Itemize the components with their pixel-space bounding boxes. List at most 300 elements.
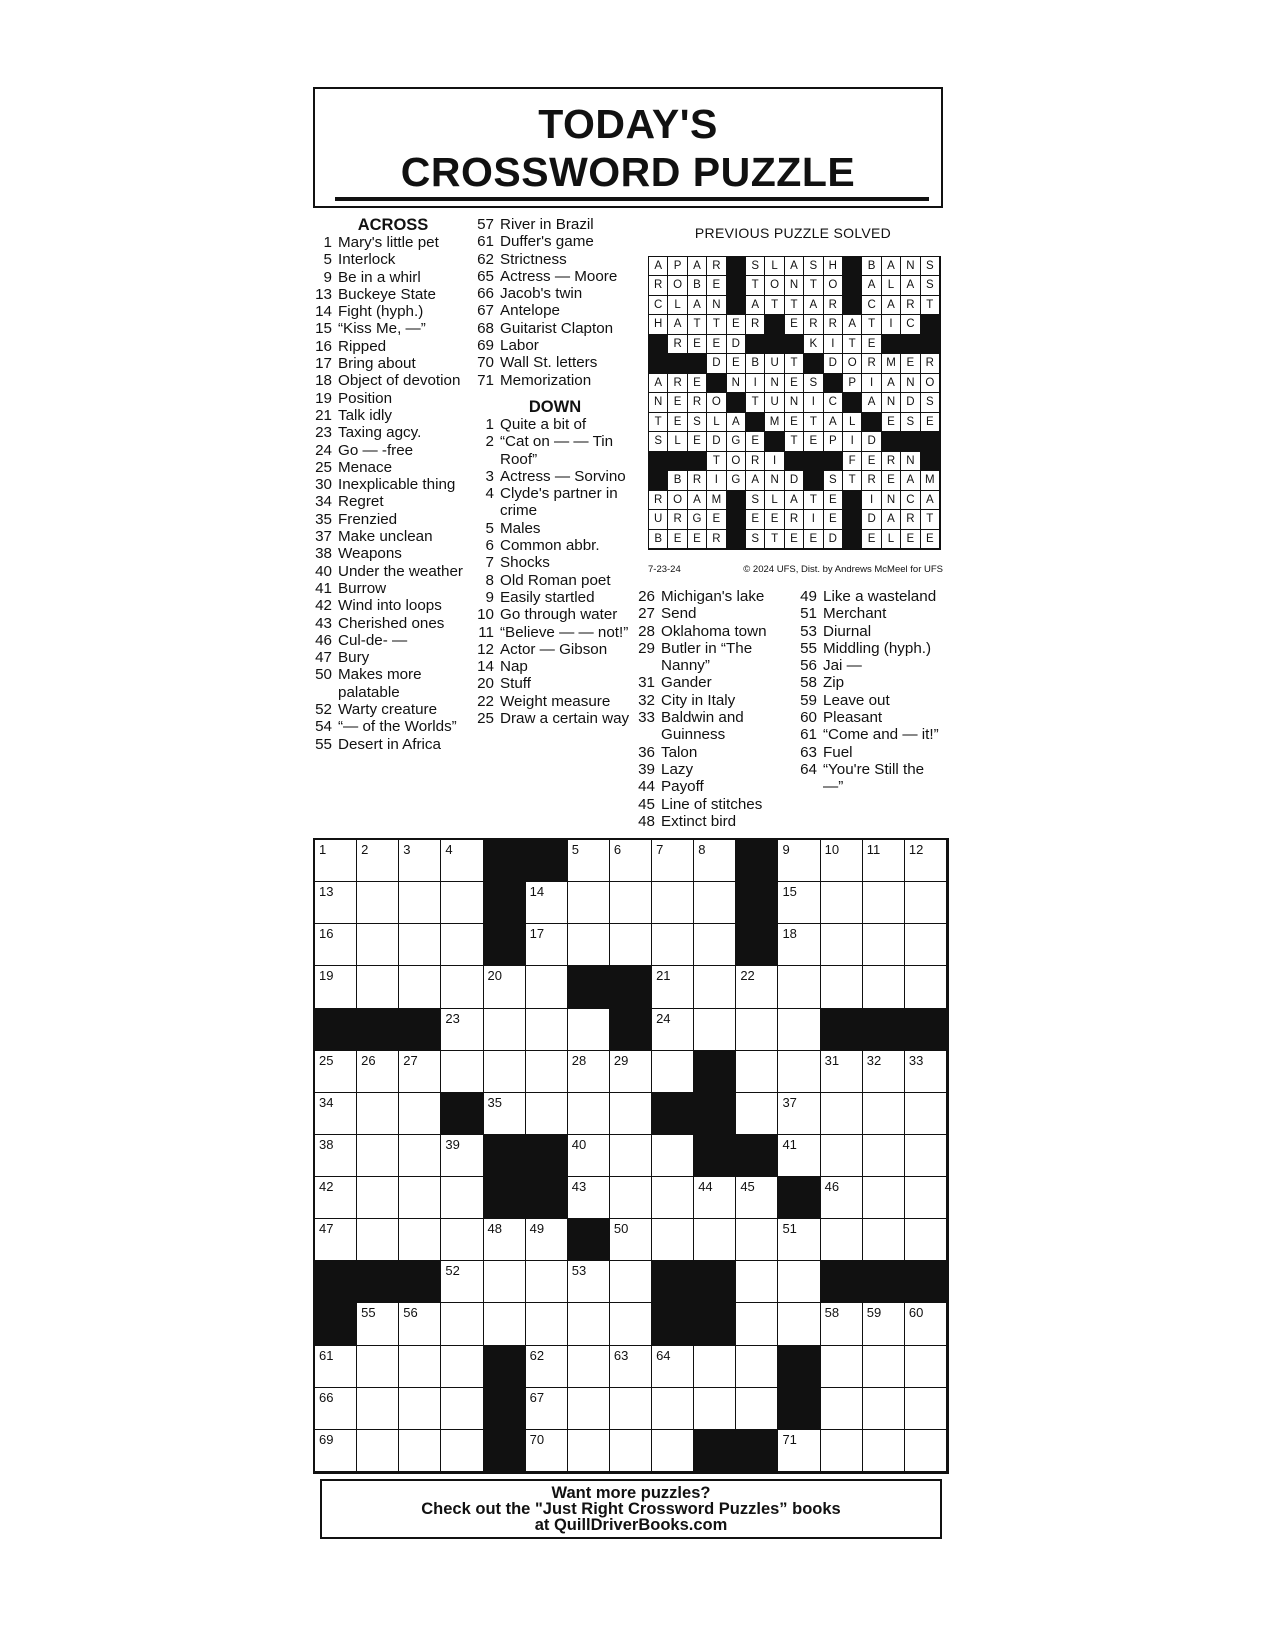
grid-cell[interactable] <box>315 840 357 882</box>
grid-cell[interactable] <box>778 1093 820 1135</box>
across-clue[interactable] <box>313 528 473 545</box>
grid-cell[interactable] <box>778 1051 820 1093</box>
grid-cell[interactable] <box>568 1177 610 1219</box>
grid-cell[interactable] <box>357 1346 399 1388</box>
answer-cell: E <box>688 335 707 354</box>
grid-cell[interactable] <box>652 924 694 966</box>
answer-cell: T <box>765 296 784 315</box>
down-clue[interactable] <box>798 709 948 726</box>
grid-cell[interactable] <box>610 1177 652 1219</box>
grid-cell[interactable] <box>441 1219 483 1261</box>
answer-cell: N <box>901 257 920 276</box>
down-clue[interactable] <box>798 761 948 796</box>
grid-cell[interactable] <box>357 840 399 882</box>
grid-cell[interactable] <box>694 1009 736 1051</box>
grid-cell[interactable] <box>399 1219 441 1261</box>
grid-cell[interactable] <box>694 1388 736 1430</box>
grid-cell[interactable] <box>610 1051 652 1093</box>
answer-cell: N <box>785 276 804 295</box>
grid-cell[interactable] <box>568 1261 610 1303</box>
across-clue[interactable] <box>313 580 473 597</box>
grid-cell[interactable] <box>526 882 568 924</box>
across-clue[interactable] <box>475 337 635 354</box>
grid-cell[interactable] <box>863 1430 905 1472</box>
across-clue[interactable] <box>313 511 473 528</box>
grid-cell[interactable] <box>357 1219 399 1261</box>
grid-cell[interactable] <box>357 1388 399 1430</box>
grid-cell[interactable] <box>526 1009 568 1051</box>
grid-cell[interactable] <box>652 966 694 1008</box>
down-clue[interactable] <box>636 709 796 744</box>
answer-cell: R <box>688 471 707 490</box>
grid-cell[interactable] <box>441 1177 483 1219</box>
clue-column-1 <box>313 216 473 753</box>
down-clue[interactable] <box>475 606 635 623</box>
grid-cell[interactable] <box>441 1051 483 1093</box>
across-clue[interactable] <box>313 407 473 424</box>
grid-cell[interactable] <box>652 1135 694 1177</box>
answer-cell: T <box>785 354 804 373</box>
grid-cell[interactable] <box>441 1303 483 1345</box>
clue-number: 62 <box>477 250 494 268</box>
grid-cell[interactable] <box>441 882 483 924</box>
grid-cell[interactable] <box>568 1135 610 1177</box>
down-clue[interactable] <box>636 761 796 778</box>
grid-cell[interactable] <box>526 1346 568 1388</box>
grid-cell[interactable] <box>399 1093 441 1135</box>
black-square <box>649 354 668 373</box>
across-clue[interactable] <box>313 666 473 701</box>
grid-cell[interactable] <box>484 1051 526 1093</box>
grid-cell[interactable] <box>568 1303 610 1345</box>
grid-cell[interactable] <box>315 882 357 924</box>
grid-cell[interactable] <box>526 1430 568 1472</box>
grid-cell[interactable] <box>357 1135 399 1177</box>
grid-cell[interactable] <box>315 1430 357 1472</box>
across-clue[interactable] <box>313 286 473 303</box>
across-clue[interactable] <box>475 302 635 319</box>
grid-cell[interactable] <box>610 1261 652 1303</box>
down-clue[interactable] <box>475 468 635 485</box>
grid-cell[interactable] <box>778 966 820 1008</box>
grid-cell[interactable] <box>863 1093 905 1135</box>
down-clue[interactable] <box>636 692 796 709</box>
grid-cell[interactable] <box>357 1177 399 1219</box>
grid-cell[interactable] <box>315 1135 357 1177</box>
grid-cell[interactable] <box>736 1303 778 1345</box>
clue-text: Quite a bit of <box>500 415 587 433</box>
grid-cell[interactable] <box>863 1303 905 1345</box>
grid-cell[interactable] <box>484 1261 526 1303</box>
down-clue[interactable] <box>798 623 948 640</box>
down-clue[interactable] <box>475 710 635 727</box>
answer-cell: T <box>785 296 804 315</box>
grid-cell[interactable] <box>863 1177 905 1219</box>
grid-cell[interactable] <box>778 924 820 966</box>
grid-cell[interactable] <box>315 1388 357 1430</box>
down-clue[interactable] <box>475 537 635 554</box>
across-clue[interactable] <box>313 563 473 580</box>
across-clue[interactable] <box>475 251 635 268</box>
down-clue[interactable] <box>475 520 635 537</box>
grid-cell[interactable] <box>610 882 652 924</box>
grid-cell[interactable] <box>526 1219 568 1261</box>
grid-cell[interactable] <box>610 1219 652 1261</box>
down-clue[interactable] <box>475 572 635 589</box>
grid-cell[interactable] <box>568 840 610 882</box>
down-clue[interactable] <box>475 624 635 641</box>
across-clue[interactable] <box>475 354 635 371</box>
grid-cell[interactable] <box>652 1388 694 1430</box>
answer-cell: O <box>727 452 746 471</box>
grid-cell[interactable] <box>399 1346 441 1388</box>
across-clue[interactable] <box>475 233 635 250</box>
across-clue[interactable] <box>313 736 473 753</box>
down-clue[interactable] <box>798 744 948 761</box>
grid-cell[interactable] <box>821 1093 863 1135</box>
grid-cell[interactable] <box>863 1135 905 1177</box>
across-clue[interactable] <box>313 597 473 614</box>
grid-cell[interactable] <box>357 882 399 924</box>
grid-cell[interactable] <box>526 1051 568 1093</box>
grid-cell[interactable] <box>568 1051 610 1093</box>
grid-cell[interactable] <box>778 1009 820 1051</box>
grid-cell[interactable] <box>441 1388 483 1430</box>
across-clue[interactable] <box>313 649 473 666</box>
down-clue[interactable] <box>475 658 635 675</box>
grid-cell[interactable] <box>568 924 610 966</box>
across-clue[interactable] <box>313 338 473 355</box>
grid-cell[interactable] <box>315 1177 357 1219</box>
grid-cell[interactable] <box>315 1219 357 1261</box>
cell-number: 11 <box>866 842 881 857</box>
grid-cell[interactable] <box>694 1346 736 1388</box>
grid-cell[interactable] <box>736 966 778 1008</box>
grid-cell[interactable] <box>441 1261 483 1303</box>
down-clue[interactable] <box>636 796 796 813</box>
grid-cell[interactable] <box>399 1388 441 1430</box>
grid-cell[interactable] <box>315 1093 357 1135</box>
grid-cell[interactable] <box>905 1430 947 1472</box>
grid-cell[interactable] <box>610 924 652 966</box>
answer-cell: F <box>843 452 862 471</box>
grid-cell[interactable] <box>736 1009 778 1051</box>
down-clue[interactable] <box>475 641 635 658</box>
grid-cell[interactable] <box>399 1430 441 1472</box>
grid-cell[interactable] <box>821 1388 863 1430</box>
black-square <box>484 1177 526 1219</box>
grid-cell[interactable] <box>441 924 483 966</box>
title-banner <box>313 87 943 208</box>
grid-cell[interactable] <box>610 1303 652 1345</box>
grid-cell[interactable] <box>694 1177 736 1219</box>
grid-cell[interactable] <box>694 882 736 924</box>
clue-text: Make unclean <box>338 528 433 546</box>
across-clue[interactable] <box>313 251 473 268</box>
across-clue[interactable] <box>475 320 635 337</box>
grid-cell[interactable] <box>821 966 863 1008</box>
grid-cell[interactable] <box>652 1346 694 1388</box>
grid-cell[interactable] <box>905 924 947 966</box>
down-clue[interactable] <box>798 674 948 691</box>
grid-cell[interactable] <box>526 1388 568 1430</box>
grid-cell[interactable] <box>863 1388 905 1430</box>
cell-number: 52 <box>445 1263 460 1279</box>
grid-cell[interactable] <box>357 924 399 966</box>
grid-cell[interactable] <box>905 1093 947 1135</box>
clue-number: 10 <box>477 606 494 624</box>
grid-cell[interactable] <box>441 1430 483 1472</box>
grid-cell[interactable] <box>610 1430 652 1472</box>
black-square <box>694 1051 736 1093</box>
across-clue[interactable] <box>313 303 473 320</box>
grid-cell[interactable] <box>863 840 905 882</box>
across-clue[interactable] <box>313 234 473 251</box>
grid-cell[interactable] <box>399 1303 441 1345</box>
grid-cell[interactable] <box>778 840 820 882</box>
across-clue[interactable] <box>313 718 473 735</box>
grid-cell[interactable] <box>315 1346 357 1388</box>
down-clue[interactable] <box>798 726 948 743</box>
down-clue[interactable] <box>636 744 796 761</box>
down-clue[interactable] <box>636 623 796 640</box>
down-clue[interactable] <box>636 813 796 830</box>
grid-cell[interactable] <box>399 966 441 1008</box>
grid-cell[interactable] <box>568 1388 610 1430</box>
promo-line-1: Want more puzzles? <box>551 1484 711 1502</box>
grid-cell[interactable] <box>484 1219 526 1261</box>
down-clue[interactable] <box>636 674 796 691</box>
grid-cell[interactable] <box>399 1051 441 1093</box>
grid-cell[interactable] <box>652 1430 694 1472</box>
grid-cell[interactable] <box>736 1093 778 1135</box>
grid-cell[interactable] <box>905 966 947 1008</box>
grid-cell[interactable] <box>736 1346 778 1388</box>
grid-cell[interactable] <box>610 1388 652 1430</box>
grid-cell[interactable] <box>610 840 652 882</box>
grid-cell[interactable] <box>905 1303 947 1345</box>
cell-number: 62 <box>529 1347 545 1363</box>
grid-cell[interactable] <box>778 1430 820 1472</box>
down-clue[interactable] <box>475 693 635 710</box>
grid-cell[interactable] <box>905 1219 947 1261</box>
grid-cell[interactable] <box>821 882 863 924</box>
grid-cell[interactable] <box>399 1135 441 1177</box>
down-clue[interactable] <box>636 588 796 605</box>
grid-cell[interactable] <box>399 840 441 882</box>
grid-cell[interactable] <box>610 1135 652 1177</box>
grid-cell[interactable] <box>736 1219 778 1261</box>
across-clue[interactable] <box>313 390 473 407</box>
grid-cell[interactable] <box>526 966 568 1008</box>
grid-cell[interactable] <box>905 1135 947 1177</box>
down-clue[interactable] <box>636 605 796 622</box>
grid-cell[interactable] <box>905 1388 947 1430</box>
grid-cell[interactable] <box>821 1219 863 1261</box>
down-clue[interactable] <box>475 433 635 468</box>
black-square <box>694 1135 736 1177</box>
grid-cell[interactable] <box>736 1261 778 1303</box>
grid-cell[interactable] <box>526 1093 568 1135</box>
grid-cell[interactable] <box>315 966 357 1008</box>
grid-cell[interactable] <box>778 882 820 924</box>
grid-cell[interactable] <box>441 1009 483 1051</box>
grid-cell[interactable] <box>821 924 863 966</box>
grid-cell[interactable] <box>399 882 441 924</box>
grid-cell[interactable] <box>821 1430 863 1472</box>
across-clue[interactable] <box>313 632 473 649</box>
answer-cell: E <box>824 491 843 510</box>
grid-cell[interactable] <box>778 1219 820 1261</box>
grid-cell[interactable] <box>484 1093 526 1135</box>
grid-cell[interactable] <box>778 1303 820 1345</box>
grid-cell[interactable] <box>863 882 905 924</box>
answer-cell: D <box>824 354 843 373</box>
grid-cell[interactable] <box>652 1219 694 1261</box>
grid-cell[interactable] <box>736 1177 778 1219</box>
grid-cell[interactable] <box>315 1051 357 1093</box>
across-clue[interactable] <box>313 701 473 718</box>
grid-cell[interactable] <box>736 1051 778 1093</box>
grid-cell[interactable] <box>652 1009 694 1051</box>
grid-cell[interactable] <box>694 1219 736 1261</box>
grid-cell[interactable] <box>357 1093 399 1135</box>
grid-cell[interactable] <box>863 1346 905 1388</box>
grid-cell[interactable] <box>778 1135 820 1177</box>
grid-cell[interactable] <box>821 1346 863 1388</box>
puzzle-date: 7-23-24 <box>648 564 681 575</box>
down-clue[interactable] <box>636 778 796 795</box>
across-clue[interactable] <box>313 320 473 337</box>
grid-cell[interactable] <box>568 1093 610 1135</box>
across-clue[interactable] <box>475 268 635 285</box>
down-clue[interactable] <box>798 692 948 709</box>
across-clue[interactable] <box>475 285 635 302</box>
grid-cell[interactable] <box>357 1303 399 1345</box>
down-clue[interactable] <box>475 675 635 692</box>
down-clue[interactable] <box>475 416 635 433</box>
clue-text: Be in a whirl <box>338 268 421 286</box>
grid-cell[interactable] <box>568 1009 610 1051</box>
grid-cell[interactable] <box>526 924 568 966</box>
black-square <box>727 276 746 295</box>
across-clue[interactable] <box>313 459 473 476</box>
grid-cell[interactable] <box>568 882 610 924</box>
across-clue[interactable] <box>313 372 473 389</box>
grid-cell[interactable] <box>863 924 905 966</box>
grid-cell[interactable] <box>905 1346 947 1388</box>
black-square <box>901 432 920 451</box>
grid-cell[interactable] <box>694 840 736 882</box>
grid-cell[interactable] <box>863 1219 905 1261</box>
grid-cell[interactable] <box>610 1093 652 1135</box>
grid-cell[interactable] <box>905 840 947 882</box>
down-clue[interactable] <box>475 554 635 571</box>
grid-cell[interactable] <box>399 924 441 966</box>
black-square <box>484 1430 526 1472</box>
grid-cell[interactable] <box>652 840 694 882</box>
grid-cell[interactable] <box>526 1303 568 1345</box>
grid-cell[interactable] <box>778 1261 820 1303</box>
answer-cell: R <box>668 510 687 529</box>
grid-cell[interactable] <box>441 966 483 1008</box>
answer-cell: L <box>882 530 901 549</box>
across-clue[interactable] <box>313 476 473 493</box>
grid-cell[interactable] <box>357 966 399 1008</box>
clue-text: Old Roman poet <box>500 571 611 589</box>
grid-cell[interactable] <box>821 1135 863 1177</box>
across-clue[interactable] <box>313 442 473 459</box>
grid-cell[interactable] <box>568 1430 610 1472</box>
grid-cell[interactable] <box>357 1051 399 1093</box>
grid-cell[interactable] <box>863 1051 905 1093</box>
grid-cell[interactable] <box>821 1177 863 1219</box>
grid-cell[interactable] <box>821 1051 863 1093</box>
clue-number: 24 <box>315 441 332 459</box>
grid-cell[interactable] <box>652 1051 694 1093</box>
answer-cell: B <box>668 471 687 490</box>
grid-cell[interactable] <box>441 1135 483 1177</box>
down-clue[interactable] <box>798 640 948 657</box>
down-clue[interactable] <box>798 657 948 674</box>
grid-cell[interactable] <box>652 882 694 924</box>
grid-cell[interactable] <box>821 840 863 882</box>
across-clue[interactable] <box>313 269 473 286</box>
grid-cell[interactable] <box>905 882 947 924</box>
down-clue[interactable] <box>475 485 635 520</box>
clue-text: Fight (hyph.) <box>338 303 424 321</box>
grid-cell[interactable] <box>652 1177 694 1219</box>
grid-cell[interactable] <box>610 1346 652 1388</box>
grid-cell[interactable] <box>736 1388 778 1430</box>
grid-cell[interactable] <box>484 966 526 1008</box>
down-clue[interactable] <box>798 588 948 605</box>
across-clue[interactable] <box>313 615 473 632</box>
answer-cell: S <box>921 276 940 295</box>
black-square <box>484 1388 526 1430</box>
across-clue[interactable] <box>313 355 473 372</box>
grid-cell[interactable] <box>905 1177 947 1219</box>
grid-cell[interactable] <box>441 840 483 882</box>
down-clue[interactable] <box>475 589 635 606</box>
across-clue[interactable] <box>475 372 635 389</box>
grid-cell[interactable] <box>315 924 357 966</box>
grid-cell[interactable] <box>863 966 905 1008</box>
down-clue[interactable] <box>798 605 948 622</box>
grid-cell[interactable] <box>399 1177 441 1219</box>
down-clue[interactable] <box>636 640 796 675</box>
grid-cell[interactable] <box>526 1261 568 1303</box>
across-clue[interactable] <box>313 545 473 562</box>
grid-cell[interactable] <box>568 1346 610 1388</box>
grid-cell[interactable] <box>357 1430 399 1472</box>
across-clue[interactable] <box>313 424 473 441</box>
grid-cell[interactable] <box>694 924 736 966</box>
cell-number: 8 <box>698 842 706 857</box>
cell-number: 18 <box>782 926 797 942</box>
grid-cell[interactable] <box>821 1303 863 1345</box>
grid-cell[interactable] <box>905 1051 947 1093</box>
grid-cell[interactable] <box>441 1346 483 1388</box>
answer-cell: O <box>824 276 843 295</box>
grid-cell[interactable] <box>484 1009 526 1051</box>
clue-number: 68 <box>477 319 494 337</box>
answer-cell: A <box>785 257 804 276</box>
grid-cell[interactable] <box>694 966 736 1008</box>
across-clue[interactable] <box>475 216 635 233</box>
across-clue[interactable] <box>313 493 473 510</box>
grid-cell[interactable] <box>484 1303 526 1345</box>
